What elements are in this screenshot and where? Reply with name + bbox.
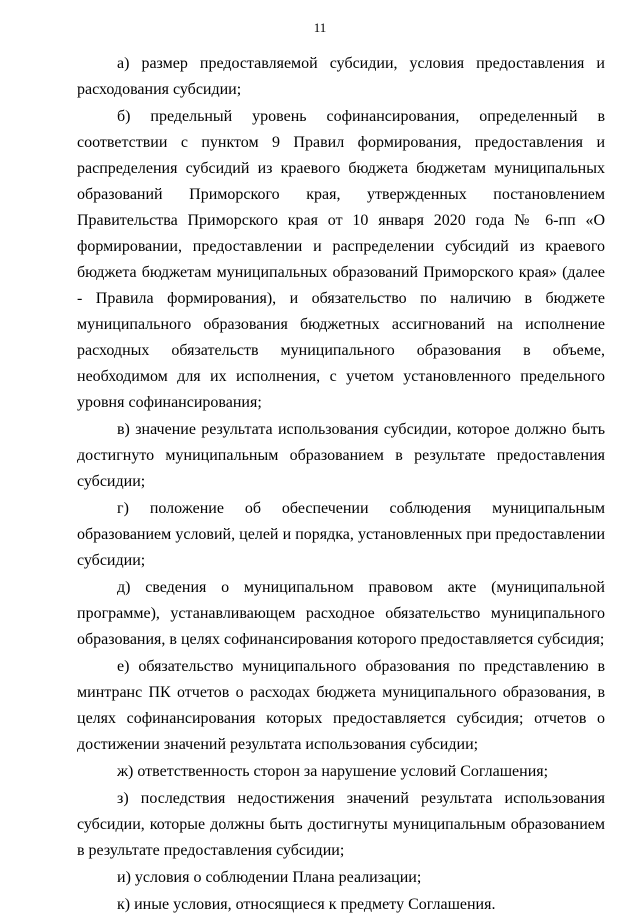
paragraph-e: е) обязательство муниципального образования по представлению в минтранс ПК отчетов о расходах бюджета муниципального образования, в целях софинансирования которых предоставляется субсидия; отчетов о достижении значений результата использования субсидии; (77, 658, 605, 753)
paragraph-g: г) положение об обеспечении соблюдения муниципальным образованием условий, целей и порядка, установленных при предоставлении субсидии; (77, 500, 605, 569)
document-body (77, 51, 605, 919)
paragraph-b: б) предельный уровень софинансирования, определенный в соответствии с пунктом 9 Правил формирования, предоставления и распределения субсидий из краевого бюджета бюджетам муниципальных образований Приморского края, утвержденных постановлением Правительства Приморского края от 10 января 2020 года № 6-пп «О формировании, предоставлении и распределении субсидий из краевого бюджета бюджетам муниципальных образований Приморского края» (далее - Правила формирования), и обязательство по наличию в бюджете муниципального образования бюджетных ассигнований на исполнение расходных обязательств муниципального образования в объеме, необходимом для их исполнения, с учетом установленного предельного уровня софинансирования; (77, 108, 605, 411)
paragraph-d: д) сведения о муниципальном правовом акте (муниципальной программе), устанавливающем расходное обязательство муниципального образования, в целях софинансирования которого предоставляется субсидия; (77, 579, 605, 648)
paragraph-z: з) последствия недостижения значений результата использования субсидии, которые должны быть достигнуты муниципальным образованием в результате предоставления субсидии; (77, 790, 605, 859)
paragraph-zh: ж) ответственность сторон за нарушение условий Соглашения; (117, 763, 549, 780)
paragraph-i: и) условия о соблюдении Плана реализации; (117, 869, 422, 886)
paragraph-k: к) иные условия, относящиеся к предмету Соглашения. (117, 896, 496, 913)
paragraph-a: а) размер предоставляемой субсидии, условия предоставления и расходования субсидии; (77, 55, 605, 98)
paragraph-v: в) значение результата использования субсидии, которое должно быть достигнуто муниципальным образованием в результате предоставления субсидии; (77, 421, 605, 490)
page-number: 11 (313, 20, 327, 35)
